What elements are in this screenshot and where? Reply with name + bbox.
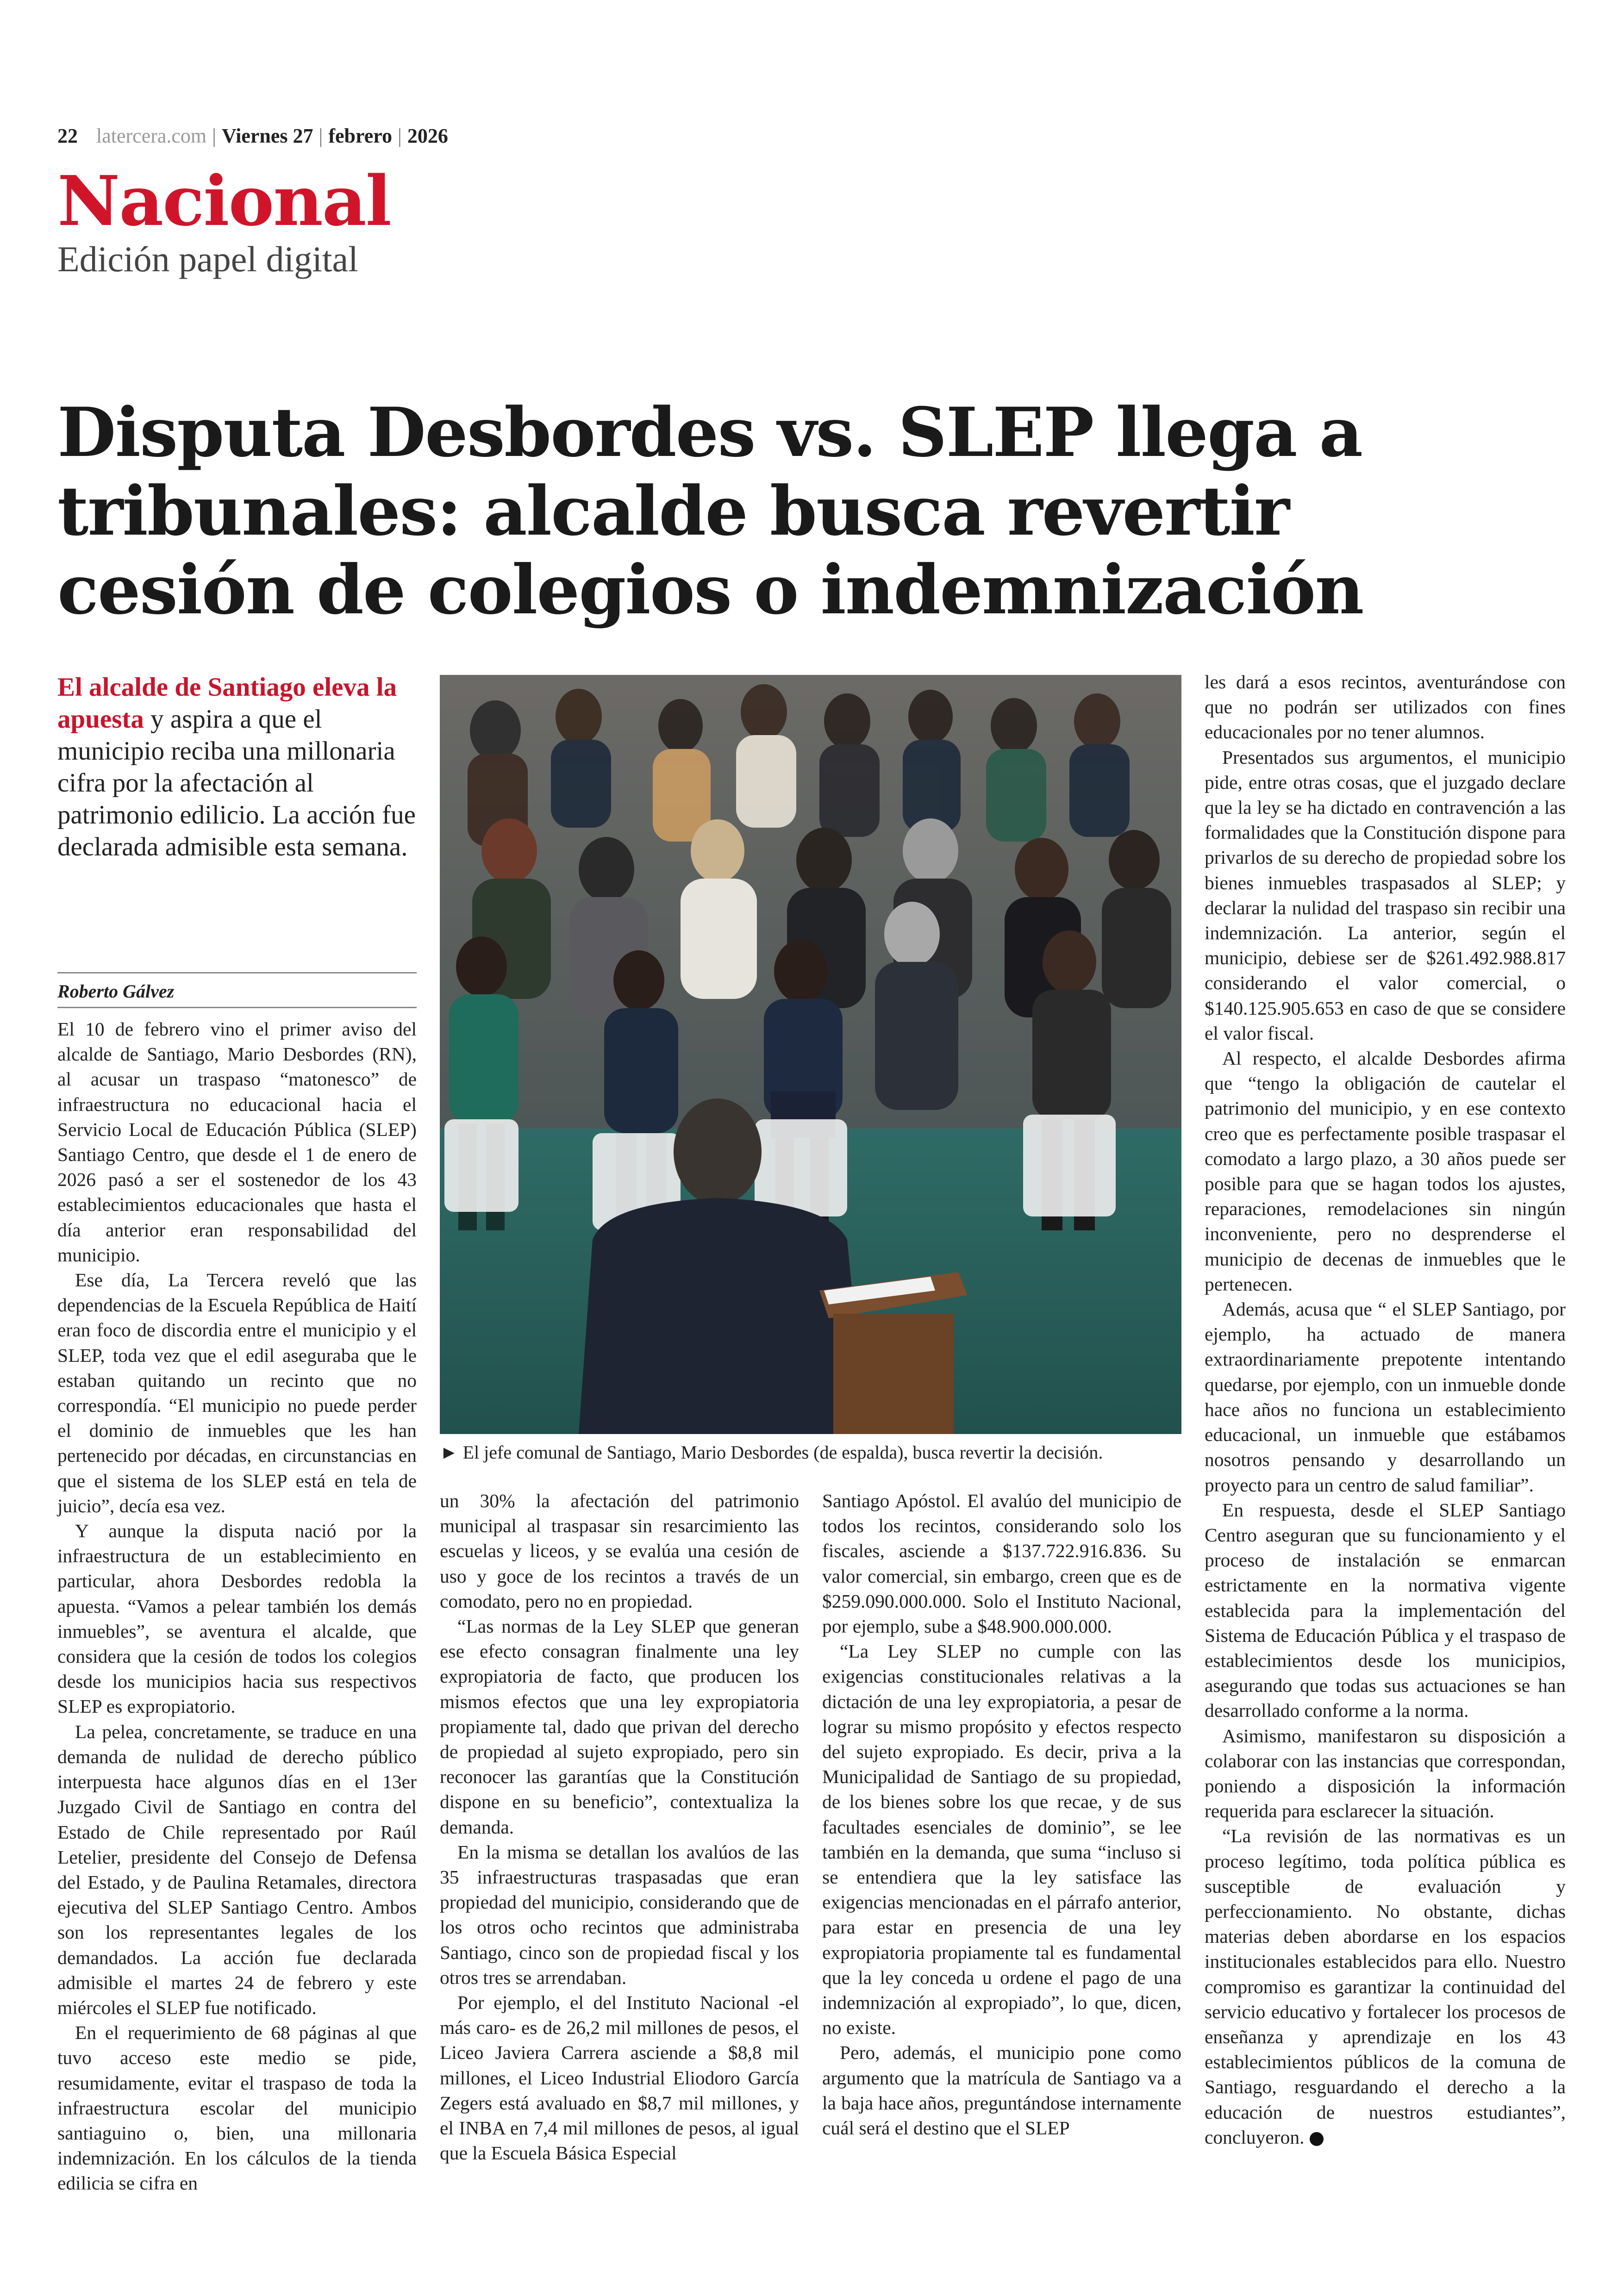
folio-separator: | xyxy=(319,125,323,147)
paragraph: El 10 de febrero vino el primer aviso del alcalde de Santiago, Mario Desbordes (RN), al acusar un traspaso “matonesco” de infraestructura no educacional hacia el Servicio Local de Educación Pública (SLEP) Santiago Centro, que desde el 1 de enero de 2026 pasó a ser el sostenedor de los 43 establecimientos educacionales que hasta el día anterior eran responsabilidad del municipio. xyxy=(57,1018,417,1266)
paragraph: Santiago Apóstol. El avalúo del municipio de todos los recintos, considerando solo los fiscales, asciende a $137.722.916.836. Su valor comercial, sin embargo, creen que es de $259.090.000.000. Solo el Instituto Nacional, por ejemplo, sube a $48.900.000.000. xyxy=(822,1490,1181,1637)
paragraph: La pelea, concretamente, se traduce en una demanda de nulidad de derecho público interpuesta hace algunos días en el 13er Juzgado Civil de Santiago en contra del Estado de Chile representado por Raúl Letelier, presidente del Consejo de Defensa del Estado, y de Paulina Retamales, directora ejecutiva del SLEP Santiago Centro. Ambos son los representantes legales de los demandados. La acción fue declarada admisible el martes 24 de febrero y este miércoles el SLEP fue notificado. xyxy=(57,1721,417,2018)
page-number: 22 xyxy=(57,125,78,147)
byline-rule xyxy=(57,972,417,973)
body-column-1 xyxy=(57,1017,417,2196)
body-column-2 xyxy=(440,1488,799,2165)
section-title: Nacional xyxy=(57,161,391,241)
headline-line: Disputa Desbordes vs. SLEP llega a xyxy=(57,393,1362,472)
paragraph: Y aunque la disputa nació por la infraestructura de un establecimiento en particular, ahora Desbordes redobla la apuesta. “Vamos a pelear también los demás inmuebles”, se aventura el alcalde, que considera que la cesión de todos los colegios desde los municipios hacia sus respectivos SLEP es expropiatorio. xyxy=(57,1520,417,1717)
paragraph: les dará a esos recintos, aventurándose con que no podrán ser utilizados con fines educacionales por no tener alumnos. xyxy=(1205,671,1566,743)
article-lead xyxy=(57,671,418,863)
lead-text: y aspira a que el municipio reciba una millonaria cifra por la afectación al patrimonio edilicio. La acción fue declarada admisible esta semana. xyxy=(57,705,416,861)
article-headline xyxy=(57,393,1446,630)
paragraph: Presentados sus argumentos, el municipio pide, entre otras cosas, que el juzgado declare que la ley se ha dictado en contravención a las formalidades que la Constitución dispone para privarlos de su derecho de propiedad sobre los bienes inmuebles traspasados al SLEP; y declarar la nulidad del traspaso sin recibir una indemnización. La anterior, según el municipio, debiese ser de $261.492.988.817 considerando el valor comercial, o $140.125.905.653 en caso de que se considere el valor fiscal. xyxy=(1205,746,1566,1044)
edition-label: Edición papel digital xyxy=(57,239,358,279)
paragraph: “La Ley SLEP no cumple con las exigencias constitucionales relativas a la dictación de una ley expropiatoria, a pesar de lograr su mismo propósito y efectos respecto del sujeto expropiado. Es decir, priva a la Municipalidad de Santiago de su propiedad, de los bienes sobre los que recae, y de sus facultades esenciales de dominio”, se lee también en la demanda, que suma “incluso si se entendiera que la ley satisface las exigencias mencionadas en el párrafo anterior, para estar en presencia de una ley expropiatoria propiamente tal es fundamental que la ley conceda u ordene el pago de una indemnización al expropiado”, lo que, dicen, no existe. xyxy=(822,1640,1181,2039)
article-photo xyxy=(440,675,1181,1434)
lectern xyxy=(819,1272,968,1434)
paragraph-text: “La revisión de las normativas es un proceso legítimo, toda política pública es susceptible de evaluación y perfeccionamiento. No obstante, dichas materias deben abordarse en los espacios institucionales establecidos para ello. Nuestro compromiso es garantizar la continuidad del servicio educativo y fortalecer los procesos de enseñanza y aprendizaje en los 43 establecimientos públicos de la comuna de Santiago, resguardando el derecho a la educación de nuestros estudiantes”, concluyeron. xyxy=(1205,1825,1566,2148)
paragraph: Además, acusa que “ el SLEP Santiago, por ejemplo, ha actuado de manera extraordinariamente prepotente intentando quedarse, por ejemplo, con un inmueble donde hace años no funciona un establecimiento educacional, un inmueble que estábamos nosotros pensando y desarrollando un proyecto para un centro de salud familiar”. xyxy=(1205,1298,1566,1496)
body-column-4 xyxy=(1205,669,1566,2150)
folio-separator: | xyxy=(212,125,216,147)
paragraph: Ese día, La Tercera reveló que las dependencias de la Escuela República de Haití eran foco de discordia entre el municipio y el SLEP, toda vez que el edil aseguraba que le estaban quitando un recinto que no correspondía. “El municipio no puede perder el dominio de inmuebles que les han pertenecido por décadas, en circunstancias en que el sistema de los SLEP está en tela de juicio”, decía esa vez. xyxy=(57,1269,417,1516)
paragraph: En el requerimiento de 68 páginas al que tuvo acceso este medio se pide, resumidamente, evitar el traspaso de toda la infraestructura escolar del municipio santiaguino o, bien, una millonaria indemnización. En los cálculos de la tienda edilicia se cifra en xyxy=(57,2022,417,2194)
paragraph-final xyxy=(1205,1823,1566,2150)
paragraph: un 30% la afectación del patrimonio municipal al traspasar sin resarcimiento las escuelas y liceos, y se evalúa una cesión de uso y goce de los recintos a través de un comodato, pero no en propiedad. xyxy=(440,1490,799,1612)
headline-line: tribunales: alcalde busca revertir xyxy=(57,472,1289,551)
lead-highlight: El alcalde de Santiago eleva la apuesta xyxy=(57,673,397,734)
date-weekday: Viernes 27 xyxy=(221,125,313,147)
photo-caption xyxy=(440,1441,1181,1463)
body-column-3 xyxy=(822,1488,1181,2140)
paragraph: Asimismo, manifestaron su disposición a colaborar con las instancias que correspondan, poniendo a disposición la información requerida para esclarecer la situación. xyxy=(1205,1725,1566,1822)
end-of-article-icon xyxy=(1310,2132,1324,2146)
paragraph: Pero, además, el municipio pone como argumento que la matrícula de Santiago va a la baja hace años, preguntándose internamente cuál será el destino que el SLEP xyxy=(822,2042,1181,2139)
paragraph: Por ejemplo, el del Instituto Nacional -el más caro- es de 26,2 mil millones de pesos, el Liceo Javiera Carrera asciende a $8,8 mil millones, el Liceo Industrial Eliodoro García Zegers está avaluado en $8,7 mil millones, y el INBA en 7,4 mil millones de pesos, al igual que la Escuela Básica Especial xyxy=(440,1992,799,2164)
caption-text: El jefe comunal de Santiago, Mario Desbordes (de espalda), busca revertir la decisión. xyxy=(462,1442,1103,1463)
paragraph: “Las normas de la Ley SLEP que generan ese efecto consagran finalmente una ley expropiatoria de facto, que producen los mismos efectos que una ley expropiatoria propiamente tal, dado que privan del derecho de propiedad al sujeto expropiado, pero sin reconocer las garantías que la Constitución dispone en su beneficio”, contextualiza la demanda. xyxy=(440,1615,799,1838)
paragraph: Al respecto, el alcalde Desbordes afirma que “tengo la obligación de cautelar el patrimonio del municipio, y en ese contexto creo que es perfectamente posible traspasar el comodato a largo plazo, a 30 años puede ser posible para que se hagan todos los ajustes, reparaciones, remodelaciones sin ningún inconveniente, pero no desprenderse el municipio de decenas de inmuebles que le pertenecen. xyxy=(1205,1048,1566,1295)
site-name: latercera.com xyxy=(96,125,207,147)
date-month: febrero xyxy=(328,125,392,147)
page-folio xyxy=(57,124,448,148)
date-year: 2026 xyxy=(407,125,448,147)
headline-line: cesión de colegios o indemnización xyxy=(57,550,1363,630)
byline-rule xyxy=(57,1007,417,1008)
folio-separator: | xyxy=(398,125,402,147)
paragraph: En la misma se detallan los avalúos de las 35 infraestructuras traspasadas que eran propiedad del municipio, considerando que de los otros ocho recintos que administraba Santiago, cinco son de propiedad fiscal y los otros tres se arrendaban. xyxy=(440,1841,799,1988)
byline: Roberto Gálvez xyxy=(57,981,175,1002)
caption-marker-icon: ► xyxy=(440,1442,458,1463)
paragraph: En respuesta, desde el SLEP Santiago Centro aseguran que su funcionamiento y el proceso de instalación se enmarcan estrictamente en la normativa vigente establecida para la implementación del Sistema de Educación Pública y el traspaso de establecimientos desde los municipios, asegurando que todas sus actuaciones se han desarrollado conforme a la norma. xyxy=(1205,1499,1566,1721)
